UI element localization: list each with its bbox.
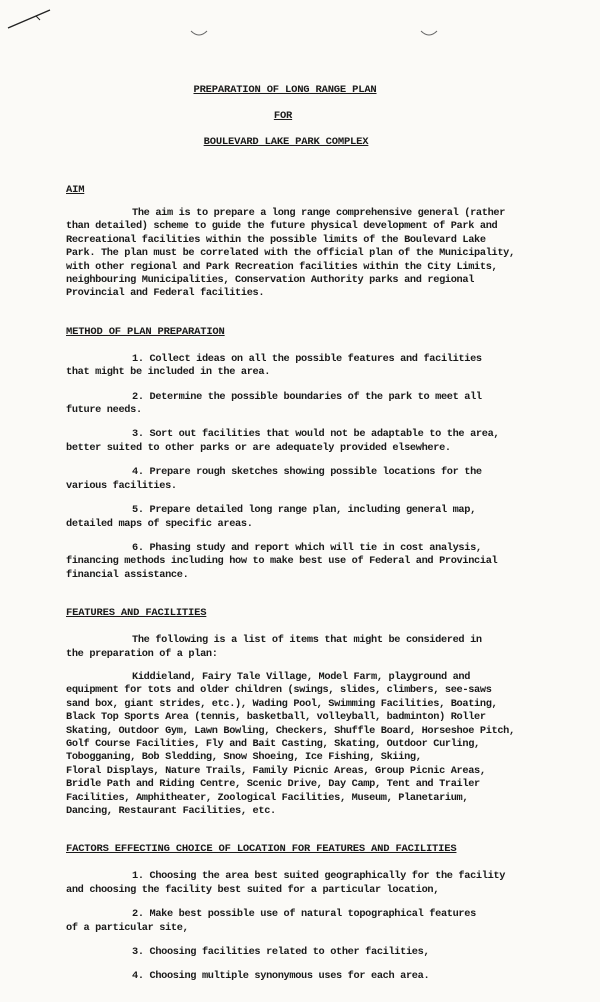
title-line-3: BOULEVARD LAKE PARK COMPLEX bbox=[203, 136, 369, 148]
pen-mark bbox=[6, 8, 52, 30]
punch-hole-mark bbox=[190, 30, 208, 38]
factors-item: 3. Choosing facilities related to other facilities, bbox=[132, 946, 430, 959]
punch-hole-mark bbox=[420, 30, 438, 38]
factors-item: 2. Make best possible use of natural topographical features of a particular site, bbox=[66, 908, 476, 934]
method-item: 6. Phasing study and report which will tie in cost analysis, financing methods including how to make best use of Federal and Provincial financial assistance. bbox=[66, 541, 498, 581]
factors-item: 1. Choosing the area best suited geographically for the facility and choosing the facility best suited for a particular location, bbox=[66, 870, 506, 896]
aim-paragraph: The aim is to prepare a long range comprehensive general (rather than detailed) scheme to guide the future physical development of Park and Recreational facilities within the possible limits of the Boulevard Lake Park. The plan must be correlated with the official plan of the Municipality, with other regional and Park Recreation facilities within the City Limits, neighbouring Municipalities, Conservation Authority parks and regional Provincial and Federal facilities. bbox=[66, 207, 515, 300]
method-item: 3. Sort out facilities that would not be adaptable to the area, better suited to other parks or are adequately provided elsewhere. bbox=[66, 428, 500, 454]
title-line-2: FOR bbox=[273, 110, 293, 122]
factors-heading: FACTORS EFFECTING CHOICE OF LOCATION FOR FEATURES AND FACILITIES bbox=[66, 843, 457, 856]
method-item: 2. Determine the possible boundaries of the park to meet all future needs. bbox=[66, 390, 482, 417]
document-title bbox=[0, 83, 600, 161]
document-body bbox=[66, 183, 516, 995]
method-item: 1. Collect ideas on all the possible features and facilities that might be included in the area. bbox=[66, 352, 482, 379]
features-heading: FEATURES AND FACILITIES bbox=[66, 607, 207, 620]
method-item: 4. Prepare rough sketches showing possible locations for the various facilities. bbox=[66, 466, 482, 492]
features-list: Kiddieland, Fairy Tale Village, Model Farm, playground and equipment for tots and older children (swings, slides, climbers, see-saws sand box, giant strides, etc.), Wading Pool, Swimming Facilities, Boating, Black Top Sports Area (tennis, basketball, volleyball, badminton) Roller Skating, Outdoor Gym, Lawn Bowling, Checkers, Shuffle Board, Horseshoe Pitch, Golf Course Facilities, Fly and Bait Casting, Skating, Outdoor Curling, Tobogganing, Bob Sledding, Snow Shoeing, Ice Fishing, Skiing, Floral Displays, Nature Trails, Family Picnic Areas, Group Picnic Areas, Bridle Path and Riding Centre, Scenic Drive, Day Camp, Tent and Trailer Facilities, Amphitheater, Zoological Facilities, Museum, Planetarium, Dancing, Restaurant Facilities, etc. bbox=[66, 670, 515, 817]
aim-heading: AIM bbox=[66, 184, 85, 196]
method-heading: METHOD OF PLAN PREPARATION bbox=[66, 325, 225, 338]
factors-item: 4. Choosing multiple synonymous uses for each area. bbox=[132, 970, 430, 983]
features-intro: The following is a list of items that might be considered in the preparation of a plan: bbox=[66, 634, 482, 660]
method-item: 5. Prepare detailed long range plan, including general map, detailed maps of specific areas. bbox=[66, 504, 476, 530]
title-line-1: PREPARATION OF LONG RANGE PLAN bbox=[193, 84, 377, 96]
